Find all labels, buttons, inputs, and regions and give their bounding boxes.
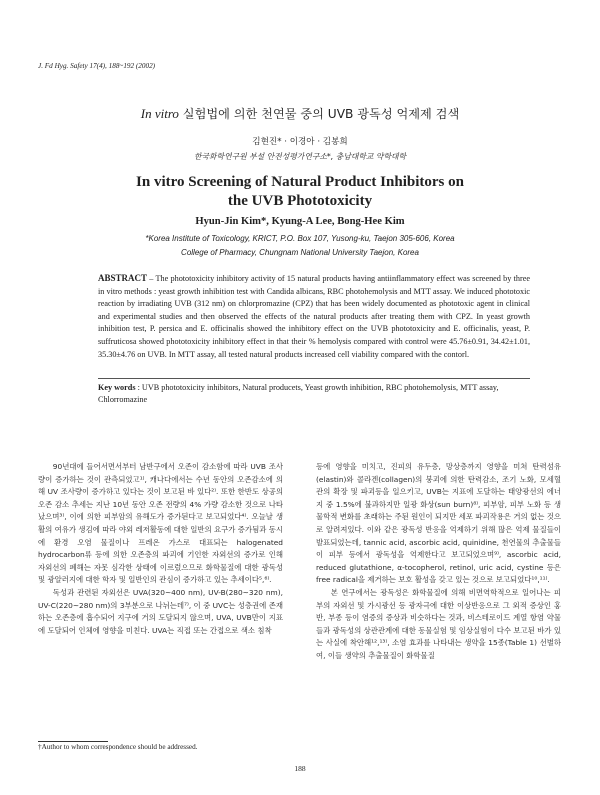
korean-authors: 김현진* · 이경아 · 김봉희 xyxy=(252,137,348,147)
body-paragraph: 90년대에 들어서면서부터 남반구에서 오존이 감소함에 따라 UVB 조사량이 증가하는 것이 관측되었고¹⁾, 캐나다에서는 수년 동안의 오존감소에 의해 UV 조사량이 증가하고 있다는 것이 보고된 바 있다²⁾. 또한 한반도 상공의 오존 감소 추세는 지난 10년 동안 오존 전량의 4% 가량 감소한 것으로 나타났으며³⁾, 이에 의한 피부암의 유해도가 증가된다고 보고되었다⁴⁾. 오늘날 생활의 여유가 생김에 따라 야외 레저활동에 대한 일반의 요구가 증가됨과 동시에 환경 오염 물질이나 프레온 가스로 대표되는 halogenated hydrocarbon류 등에 의한 오존층의 파괴에 기인한 자외선의 증가로 인해 자외선의 폐해는 자못 심각한 상태에 이르렀으므로 화학물질에 대한 광독성 및 광알러지에 대한 학자 및 일반인의 관심이 증가하고 있는 추세이다⁵,⁶⁾. xyxy=(38,462,283,585)
footnote: †Author to whom correspondence should be addressed. xyxy=(38,743,198,751)
abstract-divider xyxy=(98,378,530,379)
english-affiliation-line1: *Korea Institute of Toxicology, KRICT, P.O. Box 107, Yusong-ku, Taejon 305-606, Korea xyxy=(145,234,455,243)
body-column-right xyxy=(316,461,561,663)
english-authors: Hyun-Jin Kim*, Kyung-A Lee, Bong-Hee Kim xyxy=(195,216,405,227)
page-number: 188 xyxy=(294,764,306,773)
journal-citation: J. Fd Hyg. Safety 17(4), 188~192 (2002) xyxy=(38,62,156,70)
body-paragraph: 본 연구에서는 광독성은 화학물질에 의해 비면역학적으로 일어나는 피부의 자외선 및 가시광선 등 광자극에 대한 이상반응으로 그 외적 증상인 홍반, 부종 등이 염증의 증상과 비슷하다는 것과, 비스테로이드 계열 항염 약물들과 광독성의 상관관계에 대한 동물실험 및 임상실험이 다수 보고된 바가 있는 사실에 착안해¹²,¹³⁾, 소염 효과를 나타내는 생약을 15종(Table 1) 선별하여, 이들 생약의 추출물질이 화학물질 xyxy=(316,587,561,660)
korean-affiliation: 한국화학연구원 부설 안전성평가연구소*, 충남대학교 약학대학 xyxy=(193,152,407,161)
korean-title-text: 실험법에 의한 천연물 중의 UVB 광독성 억제제 검색 xyxy=(178,107,460,121)
abstract-text: – The phototoxicity inhibitory activity of 15 natural products having antiinflammatory effect was screened by three in vitro methods : yeast growth inhibition test with Candida albicans, RBC photohemolysis and MTT assay. We induced phototoxic reaction by irradiating UVB (312 nm) on chlorpromazine (CPZ) that has been widely documented as phototoxic agent in clinical and experimental studies and then observed the effects of the natural products after treating them with CPZ. In yeast growth inhibition test, P. persica and E. officinalis showed the inhibitory effect on the UVB phototoxicity and E. officinalis, yeast, P. suffruticosa showed phototoxicity inhibitory effect in that their % hemolysis compared with control were 45.76±0.91, 34.42±1.01, 35.30±4.76 on UVB. In MTT assay, all tested natural products increased cell viability compared with the contorl. xyxy=(98,274,530,359)
english-title xyxy=(0,173,600,211)
english-title-line2: the UVB Phototoxicity xyxy=(227,193,373,209)
keywords-text: : UVB phototoxicity inhibitors, Natural producets, Yeast growth inhibition, RBC photohemolysis, MTT assay, Chlorromazine xyxy=(98,383,499,405)
keywords-label: Key words xyxy=(98,383,136,392)
abstract-label: ABSTRACT xyxy=(98,273,148,283)
body-paragraph: 등에 영향을 미치고, 진피의 유두층, 망상층까지 영향을 미쳐 탄력섬유(elastin)와 콜라겐(collagen)의 붕괴에 의한 탄력감소, 조기 노화, 모세혈관의 확장 및 파괴등을 일으키고, UVB는 지표에 도달하는 태양광선의 에너지 중 1.5%에 불과하지만 일광 화상(sun burn)⁸⁾, 피부암, 피부 노화 등 생물학적 변화를 초래하는 주된 원인이 되지만 세포 파괴작용은 거의 없는 것으로 알려져있다. 이와 같은 광독성 반응을 억제하기 위해 많은 억제 물질들이 발표되었는데, tannic acid, ascorbic acid, quinidine, 천연물의 추출물들이 피부 등에서 광독성을 억제한다고 보고되었으며⁹⁾, ascorbic acid, reduced glutathione, α-tocopherol, retinol, uric acid, cystine 등은 free radical을 제거하는 보호 활성을 갖고 있는 것으로 보고되었다¹⁰,¹¹⁾. xyxy=(316,462,561,585)
footnote-divider xyxy=(38,741,108,742)
body-paragraph: 독성과 관련된 자외선은 UVA(320~400 nm), UV-B(280~320 nm), UV-C(220~280 nm)의 3부분으로 나뉘는데⁷⁾, 이 중 UVC는 성층권에 존재하는 오존층에 흡수되어 지구에 거의 도달되지 않으며, UVA, UVB만이 지표에 도달되어 인체에 영향을 미친다. UVA는 직접 또는 간접으로 색소 침착 xyxy=(38,587,283,635)
body-column-left xyxy=(38,461,283,637)
korean-title-italic: In vitro xyxy=(140,106,179,121)
korean-title xyxy=(0,105,600,122)
english-title-line1: In vitro Screening of Natural Product Inhibitors on xyxy=(136,174,464,190)
english-affiliation-line2: College of Pharmacy, Chungnam National University Taejon, Korea xyxy=(181,247,419,257)
abstract xyxy=(98,272,530,361)
keywords xyxy=(98,382,530,407)
english-affiliation xyxy=(0,232,600,259)
